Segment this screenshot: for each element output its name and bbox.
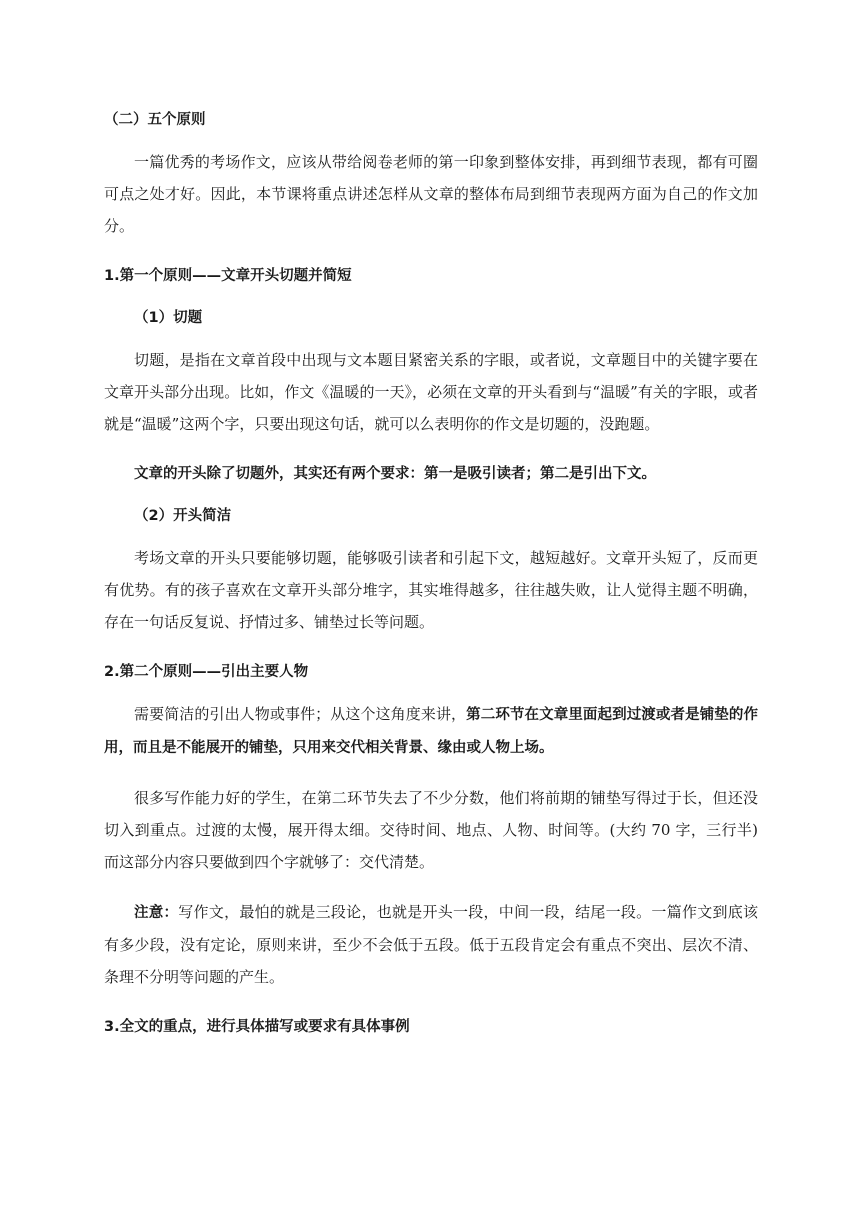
note-label: 注意： bbox=[134, 905, 179, 921]
principle-3-heading: 3.全文的重点，进行具体描写或要求有具体事例 bbox=[104, 1019, 410, 1035]
principle-2-bold-text: 第二环节在文章里面起到过渡或者是铺垫的作用，而且是不能展开的铺垫，只用来交代相关背景、缘由或人物上场。 bbox=[104, 707, 758, 756]
principle-2-heading: 2.第二个原则——引出主要人物 bbox=[104, 664, 309, 680]
principle-1-heading: 1.第一个原则——文章开头切题并简短 bbox=[104, 268, 352, 284]
section-heading-principles: （二）五个原则 bbox=[104, 112, 206, 128]
principle-1-bold-note: 文章的开头除了切题外，其实还有两个要求：第一是吸引读者；第二是引出下文。 bbox=[134, 466, 656, 482]
principle-1-subtext-2: 考场文章的开头只要能够切题，能够吸引读者和引起下文，越短越好。文章开头短了，反而更有优势。有的孩子喜欢在文章开头部分堆字，其实堆得越多，往往越失败，让人觉得主题不明确，存在一句话反复说、抒情过多、铺垫过长等问题。 bbox=[104, 549, 758, 631]
intro-paragraph: 一篇优秀的考场作文，应该从带给阅卷老师的第一印象到整体安排，再到细节表现，都有可圈可点之处才好。因此，本节课将重点讲述怎样从文章的整体布局到细节表现两方面为自己的作文加分。 bbox=[104, 153, 758, 235]
principle-1-subheading-1: （1）切题 bbox=[134, 310, 203, 326]
note-text: 写作文，最怕的就是三段论，也就是开头一段，中间一段，结尾一段。一篇作文到底该有多少段，没有定论，原则来讲，至少不会低于五段。低于五段肯定会有重点不突出、层次不清、条理不分明等问题的产生。 bbox=[104, 903, 758, 986]
document-body bbox=[104, 104, 758, 1043]
principle-2-paragraph-2: 很多写作能力好的学生，在第二环节失去了不少分数，他们将前期的铺垫写得过于长，但还没切入到重点。过渡的太慢，展开得太细。交待时间、地点、人物、时间等。(大约 70 字，三行半)而这部分内容只要做到四个字就够了：交代清楚。 bbox=[104, 789, 758, 871]
principle-2-paragraph-1 bbox=[104, 698, 758, 764]
note-paragraph bbox=[104, 896, 758, 993]
principle-1-subtext-1: 切题，是指在文章首段中出现与文本题目紧密关系的字眼，或者说，文章题目中的关键字要在文章开头部分出现。比如，作文《温暖的一天》，必须在文章的开头看到与“温暖”有关的字眼，或者就是“温暖”这两个字，只要出现这句话，就可以么表明你的作文是切题的，没跑题。 bbox=[104, 351, 758, 433]
principle-1-subheading-2: （2）开头简洁 bbox=[134, 508, 232, 524]
principle-2-text: 需要简洁的引出人物或事件；从这个这角度来讲， bbox=[134, 705, 467, 723]
